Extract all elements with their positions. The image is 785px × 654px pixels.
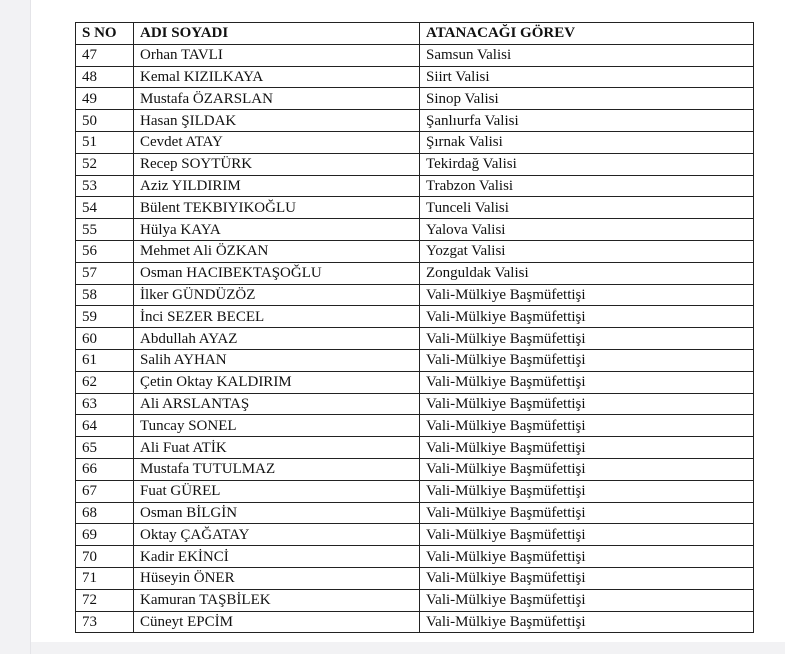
cell-serial-number: 61 — [76, 349, 134, 371]
table-row — [76, 306, 754, 328]
cell-assigned-duty: Yalova Valisi — [420, 219, 754, 241]
table-row — [76, 284, 754, 306]
table-row — [76, 262, 754, 284]
cell-assigned-duty: Vali-Mülkiye Başmüfettişi — [420, 284, 754, 306]
cell-assigned-duty: Vali-Mülkiye Başmüfettişi — [420, 415, 754, 437]
cell-assigned-duty: Sinop Valisi — [420, 88, 754, 110]
cell-full-name: Oktay ÇAĞATAY — [134, 524, 420, 546]
cell-full-name: Osman BİLGİN — [134, 502, 420, 524]
table-row — [76, 110, 754, 132]
cell-full-name: Aziz YILDIRIM — [134, 175, 420, 197]
cell-assigned-duty: Vali-Mülkiye Başmüfettişi — [420, 546, 754, 568]
appointments-table — [75, 22, 754, 633]
cell-serial-number: 53 — [76, 175, 134, 197]
cell-serial-number: 72 — [76, 589, 134, 611]
cell-serial-number: 50 — [76, 110, 134, 132]
cell-serial-number: 56 — [76, 240, 134, 262]
cell-serial-number: 48 — [76, 66, 134, 88]
table-row — [76, 88, 754, 110]
cell-serial-number: 69 — [76, 524, 134, 546]
cell-serial-number: 63 — [76, 393, 134, 415]
cell-assigned-duty: Vali-Mülkiye Başmüfettişi — [420, 480, 754, 502]
cell-full-name: İlker GÜNDÜZÖZ — [134, 284, 420, 306]
cell-assigned-duty: Siirt Valisi — [420, 66, 754, 88]
cell-assigned-duty: Samsun Valisi — [420, 44, 754, 66]
cell-assigned-duty: Yozgat Valisi — [420, 240, 754, 262]
cell-assigned-duty: Şırnak Valisi — [420, 131, 754, 153]
header-full-name: ADI SOYADI — [134, 23, 420, 45]
cell-full-name: Cevdet ATAY — [134, 131, 420, 153]
cell-assigned-duty: Vali-Mülkiye Başmüfettişi — [420, 589, 754, 611]
table-row — [76, 66, 754, 88]
table-row — [76, 415, 754, 437]
cell-serial-number: 73 — [76, 611, 134, 633]
table-row — [76, 153, 754, 175]
cell-full-name: Kamuran TAŞBİLEK — [134, 589, 420, 611]
cell-serial-number: 47 — [76, 44, 134, 66]
cell-assigned-duty: Vali-Mülkiye Başmüfettişi — [420, 567, 754, 589]
cell-serial-number: 54 — [76, 197, 134, 219]
cell-full-name: Mustafa ÖZARSLAN — [134, 88, 420, 110]
table-row — [76, 524, 754, 546]
cell-assigned-duty: Zonguldak Valisi — [420, 262, 754, 284]
cell-full-name: Kemal KIZILKAYA — [134, 66, 420, 88]
cell-serial-number: 52 — [76, 153, 134, 175]
cell-assigned-duty: Vali-Mülkiye Başmüfettişi — [420, 458, 754, 480]
cell-full-name: Mustafa TUTULMAZ — [134, 458, 420, 480]
table-row — [76, 567, 754, 589]
viewer-bottom-margin — [31, 642, 785, 654]
viewer-side-margin — [0, 0, 31, 654]
table-row — [76, 589, 754, 611]
cell-serial-number: 64 — [76, 415, 134, 437]
cell-assigned-duty: Vali-Mülkiye Başmüfettişi — [420, 524, 754, 546]
cell-full-name: Hülya KAYA — [134, 219, 420, 241]
cell-serial-number: 51 — [76, 131, 134, 153]
table-row — [76, 44, 754, 66]
header-serial-number: S NO — [76, 23, 134, 45]
cell-assigned-duty: Vali-Mülkiye Başmüfettişi — [420, 437, 754, 459]
cell-serial-number: 62 — [76, 371, 134, 393]
cell-full-name: Bülent TEKBIYIKOĞLU — [134, 197, 420, 219]
cell-full-name: İnci SEZER BECEL — [134, 306, 420, 328]
cell-serial-number: 59 — [76, 306, 134, 328]
table-body — [76, 44, 754, 633]
cell-serial-number: 55 — [76, 219, 134, 241]
table-row — [76, 393, 754, 415]
table-row — [76, 371, 754, 393]
cell-full-name: Ali ARSLANTAŞ — [134, 393, 420, 415]
cell-full-name: Orhan TAVLI — [134, 44, 420, 66]
cell-full-name: Kadir EKİNCİ — [134, 546, 420, 568]
cell-serial-number: 60 — [76, 328, 134, 350]
table-header-row — [76, 23, 754, 45]
cell-assigned-duty: Vali-Mülkiye Başmüfettişi — [420, 502, 754, 524]
cell-serial-number: 66 — [76, 458, 134, 480]
table-row — [76, 197, 754, 219]
cell-serial-number: 49 — [76, 88, 134, 110]
table-row — [76, 611, 754, 633]
table-row — [76, 546, 754, 568]
cell-serial-number: 70 — [76, 546, 134, 568]
cell-full-name: Hasan ŞILDAK — [134, 110, 420, 132]
cell-assigned-duty: Trabzon Valisi — [420, 175, 754, 197]
cell-serial-number: 67 — [76, 480, 134, 502]
table-row — [76, 480, 754, 502]
cell-full-name: Salih AYHAN — [134, 349, 420, 371]
cell-full-name: Recep SOYTÜRK — [134, 153, 420, 175]
cell-full-name: Ali Fuat ATİK — [134, 437, 420, 459]
cell-assigned-duty: Vali-Mülkiye Başmüfettişi — [420, 611, 754, 633]
cell-serial-number: 65 — [76, 437, 134, 459]
table-row — [76, 175, 754, 197]
table-row — [76, 328, 754, 350]
table-row — [76, 502, 754, 524]
cell-full-name: Osman HACIBEKTAŞOĞLU — [134, 262, 420, 284]
cell-serial-number: 68 — [76, 502, 134, 524]
cell-serial-number: 57 — [76, 262, 134, 284]
cell-assigned-duty: Tunceli Valisi — [420, 197, 754, 219]
cell-assigned-duty: Tekirdağ Valisi — [420, 153, 754, 175]
table-row — [76, 349, 754, 371]
cell-serial-number: 71 — [76, 567, 134, 589]
cell-serial-number: 58 — [76, 284, 134, 306]
table-row — [76, 219, 754, 241]
header-assigned-duty: ATANACAĞI GÖREV — [420, 23, 754, 45]
table-row — [76, 458, 754, 480]
cell-assigned-duty: Vali-Mülkiye Başmüfettişi — [420, 306, 754, 328]
cell-full-name: Çetin Oktay KALDIRIM — [134, 371, 420, 393]
table-row — [76, 131, 754, 153]
cell-assigned-duty: Vali-Mülkiye Başmüfettişi — [420, 349, 754, 371]
cell-assigned-duty: Vali-Mülkiye Başmüfettişi — [420, 328, 754, 350]
table-row — [76, 240, 754, 262]
table-row — [76, 437, 754, 459]
cell-full-name: Tuncay SONEL — [134, 415, 420, 437]
cell-assigned-duty: Şanlıurfa Valisi — [420, 110, 754, 132]
cell-full-name: Fuat GÜREL — [134, 480, 420, 502]
cell-assigned-duty: Vali-Mülkiye Başmüfettişi — [420, 393, 754, 415]
cell-full-name: Hüseyin ÖNER — [134, 567, 420, 589]
cell-full-name: Abdullah AYAZ — [134, 328, 420, 350]
cell-full-name: Mehmet Ali ÖZKAN — [134, 240, 420, 262]
cell-full-name: Cüneyt EPCİM — [134, 611, 420, 633]
cell-assigned-duty: Vali-Mülkiye Başmüfettişi — [420, 371, 754, 393]
